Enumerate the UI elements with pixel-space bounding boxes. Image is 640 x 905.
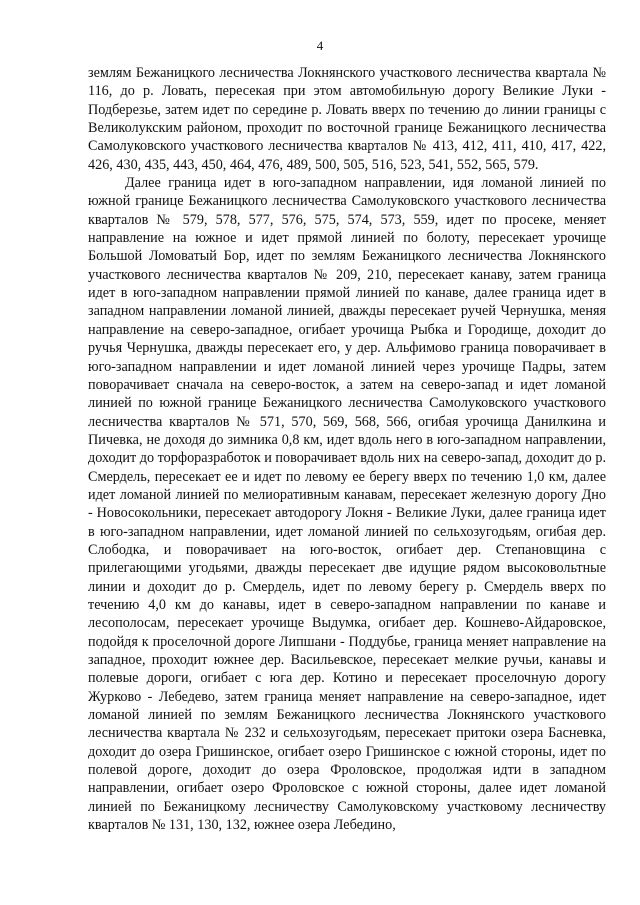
- paragraph-boundary-description: Далее граница идет в юго-западном направлении, идя ломаной линией по южной границе Бежаницкого лесничества Самолуковского участкового лесничества кварталов № 579, 578, 577, 576, 575, 574, 573, 559, идет по просеке, меняет направление на южное и идет прямой линией по болоту, пересекает урочище Большой Ломоватый Бор, идет по землям Бежаницкого лесничества Локнянского участкового лесничества кварталов № 209, 210, пересекает канаву, затем граница идет в юго-западном направлении прямой линией по канаве, далее граница идет в западном направлении ломаной линией, дважды пересекает ручей Чернушка, меняя направление на северо-западное, огибает урочища Рыбка и Городище, доходит до ручья Чернушка, дважды пересекает его, у дер. Альфимово граница поворачивает в юго-западном направлении и идет ломаной линией через урочище Падры, затем поворачивает сначала на северо-восток, а затем на северо-запад и идет ломаной линией по южной границе Бежаницкого лесничества Самолуковского участкового лесничества кварталов № 571, 570, 569, 568, 566, огибая урочища Данилкина и Пичевка, не доходя до зимника 0,8 км, идет вдоль него в юго-западном направлении, доходит до торфоразработок и поворачивает вдоль них на северо-запад, доходит до р. Смердель, пересекает ее и идет по левому ее берегу вверх по течению 1,0 км, далее идет ломаной линией по мелиоративным канавам, пересекает железную дорогу Дно - Новосокольники, пересекает автодорогу Локня - Великие Луки, далее граница идет в юго-западном направлении, идет ломаной линией по сельхозугодьям, огибая дер. Слободка, и поворачивает на юго-восток, огибает дер. Степановщина с прилегающими угодьями, дважды пересекает две идущие рядом высоковольтные линии и доходит до р. Смердель, идет по левому берегу р. Смердель вверх по течению 4,0 км до канавы, идет в северо-западном направлении по канаве и лесополосам, пересекает урочище Выдумка, огибает дер. Кошнево-Айдаровское, подойдя к проселочной дороге Липшани - Поддубье, граница меняет направление на западное, проходит южнее дер. Васильевское, пересекает мелкие ручьи, канавы и полевые дороги, огибает с юга дер. Котино и пересекает проселочную дорогу Журково - Лебедево, затем граница меняет направление на северо-западное, идет ломаной линией по землям Бежаницкого лесничества Локнянского участкового лесничества квартала № 232 и сельхозугодьям, пересекает притоки озера Басневка, доходит до озера Гришинское, огибает озеро Гришинское с южной стороны, идет по полевой дороге, доходит до озера Фроловское, продолжая идти в западном направлении, огибает озеро Фроловское с южной стороны, далее идет ломаной линией по Бежаницкому лесничеству Самолуковскому участковому лесничеству кварталов № 131, 130, 132, южнее озера Лебедино,: [88, 175, 606, 834]
- document-body: [88, 64, 606, 834]
- page-number: 4: [316, 38, 324, 53]
- paragraph-continuation: землям Бежаницкого лесничества Локнянского участкового лесничества квартала № 116, до р. Ловать, пересекая при этом автомобильную дорогу Великие Луки - Подберезье, затем идет по середине р. Ловать вверх по течению до линии границы с Великолукским районом, проходит по восточной границе Бежаницкого лесничества Самолуковского участкового лесничества кварталов № 413, 412, 411, 410, 417, 422, 426, 430, 435, 443, 450, 464, 476, 489, 500, 505, 516, 523, 541, 552, 565, 579.: [88, 65, 606, 173]
